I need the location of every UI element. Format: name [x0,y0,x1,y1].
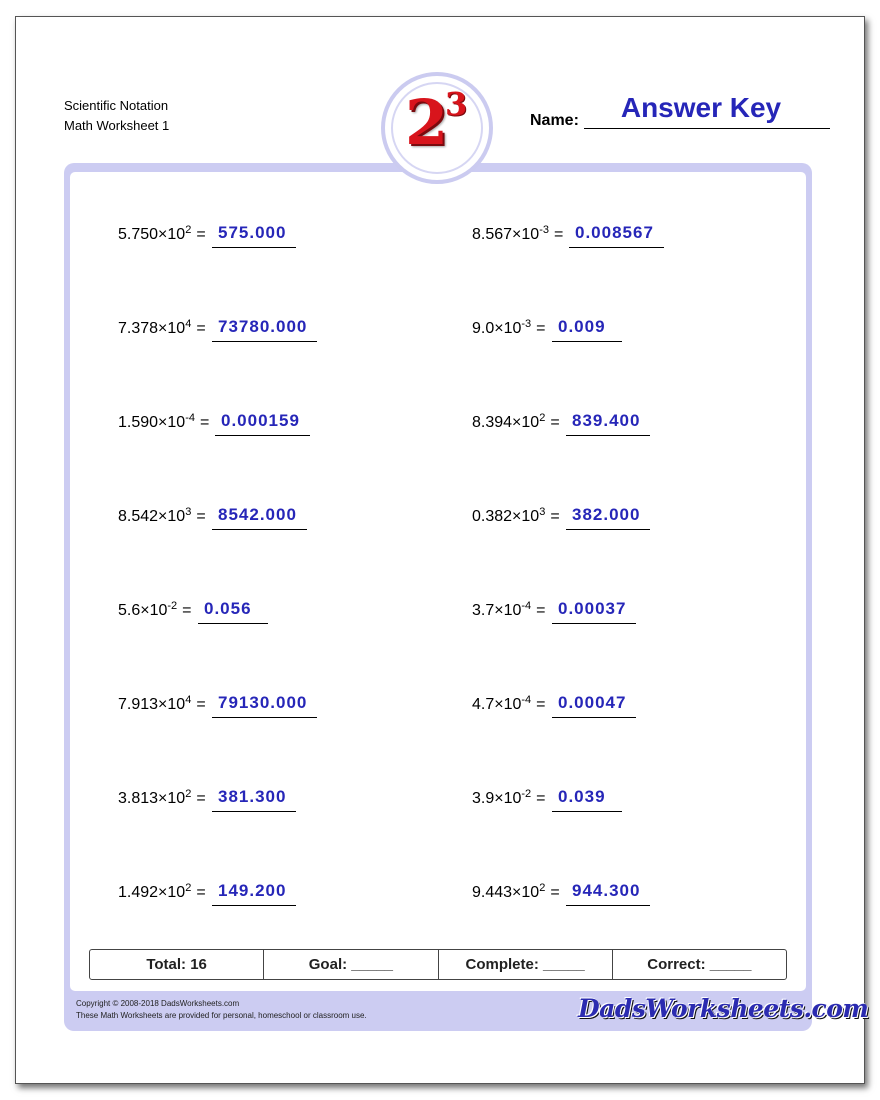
equals-sign: = [196,320,206,337]
coefficient: 3.813 [118,790,159,807]
name-field [530,92,832,130]
score-total: Total: 16 [90,950,264,979]
equals-sign: = [550,884,560,901]
times-ten: ×10 [494,790,522,807]
equals-sign: = [550,508,560,525]
times-ten: ×10 [140,602,168,619]
answer-line [552,811,622,812]
times-ten: ×10 [158,696,186,713]
equals-sign: = [196,696,206,713]
times-ten: ×10 [494,696,522,713]
title-line-2: Math Worksheet 1 [64,118,170,133]
exponent: 2 [185,788,192,800]
answer-line [212,247,296,248]
problem-expression [118,789,206,809]
exponent: 2 [185,882,192,894]
coefficient: 1.590 [118,414,159,431]
answer-line [212,717,317,718]
answer-value: 73780.000 [218,317,308,336]
answer-value: 381.300 [218,787,287,806]
problem-expression [118,883,206,903]
answer-value: 382.000 [572,505,641,524]
equals-sign: = [196,790,206,807]
answer-value: 839.400 [572,411,641,430]
coefficient: 3.9 [472,790,495,807]
answer-value: 0.056 [204,599,252,618]
answer-line [212,905,296,906]
worksheet-title [64,96,169,136]
answer-line [212,341,317,342]
exponent: -4 [521,694,532,706]
problem-expression [472,319,546,339]
score-correct: Correct: _____ [647,956,752,973]
problems-area [70,172,806,991]
answer-value: 575.000 [218,223,287,242]
exponent: 4 [185,318,192,330]
brand-logo: DadsWorksheets.com [578,994,869,1023]
times-ten: ×10 [158,790,186,807]
answer-line [569,247,664,248]
answer-value: 0.00037 [558,599,627,618]
problem-expression [472,225,563,245]
equals-sign: = [536,320,546,337]
problem-expression [472,883,560,903]
times-ten: ×10 [512,226,540,243]
coefficient: 4.7 [472,696,495,713]
answer-value: 944.300 [572,881,641,900]
answer-value: 0.008567 [575,223,654,242]
exponent: -3 [539,224,549,236]
problem-expression [472,601,546,621]
answer-key-text: Answer Key [620,92,782,123]
exponent: 2 [539,412,546,424]
answer-value: 0.039 [558,787,606,806]
answer-value: 0.000159 [221,411,300,430]
score-complete: Complete: _____ [439,950,613,979]
coefficient: 8.542 [118,508,159,525]
problem-expression [472,789,546,809]
answer-line [212,529,307,530]
coefficient: 0.382 [472,508,513,525]
times-ten: ×10 [512,508,540,525]
times-ten: ×10 [158,226,186,243]
copyright-text: Copyright © 2008-2018 DadsWorksheets.com [76,999,240,1008]
coefficient: 8.394 [472,414,513,431]
times-ten: ×10 [158,414,186,431]
copyright-block [76,998,367,1022]
times-ten: ×10 [158,884,186,901]
equals-sign: = [196,508,206,525]
answer-line [212,811,296,812]
problem-expression [118,695,206,715]
times-ten: ×10 [494,602,522,619]
name-underline [584,128,830,129]
exponent: 2 [185,224,192,236]
times-ten: ×10 [494,320,522,337]
title-line-1: Scientific Notation [64,98,169,113]
exponent: 3 [539,506,546,518]
equals-sign: = [536,790,546,807]
score-bar [89,949,787,980]
answer-line [552,717,636,718]
exponent-logo [381,72,493,184]
equals-sign: = [196,884,206,901]
coefficient: 8.567 [472,226,513,243]
answer-line [552,623,636,624]
coefficient: 5.6 [118,602,141,619]
coefficient: 1.492 [118,884,159,901]
exponent: 2 [539,882,546,894]
score-goal: Goal: _____ [264,950,438,979]
exponent: -2 [167,600,178,612]
logo-exponent-digit: 3 [445,85,468,123]
problem-expression [118,507,206,527]
name-label: Name: [530,112,579,129]
answer-line [566,529,650,530]
coefficient: 9.0 [472,320,495,337]
exponent: -4 [521,600,532,612]
answer-value: 0.00047 [558,693,627,712]
answer-value: 8542.000 [218,505,297,524]
usage-note: These Math Worksheets are provided for personal, homeschool or classroom use. [76,1011,367,1020]
times-ten: ×10 [158,508,186,525]
coefficient: 7.913 [118,696,159,713]
problem-expression [472,413,560,433]
equals-sign: = [536,602,546,619]
answer-value: 79130.000 [218,693,308,712]
coefficient: 7.378 [118,320,159,337]
times-ten: ×10 [512,884,540,901]
problem-expression [118,319,206,339]
logo-base-digit: 2 [405,86,449,159]
answer-line [566,435,650,436]
answer-line [566,905,650,906]
answer-value: 0.009 [558,317,606,336]
coefficient: 9.443 [472,884,513,901]
equals-sign: = [550,414,560,431]
problem-expression [118,601,192,621]
coefficient: 3.7 [472,602,495,619]
answer-line [552,341,622,342]
equals-sign: = [182,602,192,619]
answer-line [215,435,310,436]
equals-sign: = [553,226,564,243]
problem-expression [472,695,546,715]
problem-expression [472,507,560,527]
problem-expression [118,413,209,433]
times-ten: ×10 [512,414,540,431]
exponent: -3 [521,318,532,330]
equals-sign: = [196,226,206,243]
exponent: -2 [521,788,532,800]
answer-value: 149.200 [218,881,287,900]
equals-sign: = [536,696,546,713]
equals-sign: = [199,414,210,431]
problem-expression [118,225,206,245]
times-ten: ×10 [158,320,186,337]
answer-line [198,623,268,624]
coefficient: 5.750 [118,226,159,243]
exponent: 3 [185,506,192,518]
exponent: -4 [185,412,195,424]
exponent: 4 [185,694,192,706]
